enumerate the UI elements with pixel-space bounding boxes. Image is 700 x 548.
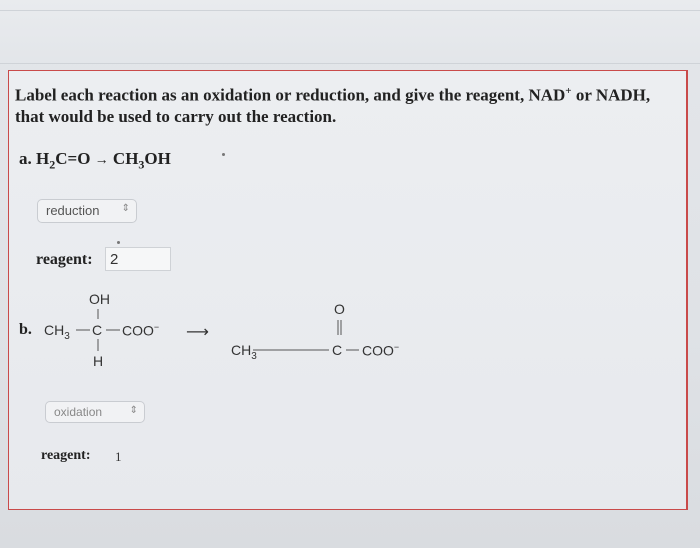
divider xyxy=(0,63,700,64)
reactant: H xyxy=(36,149,50,168)
part-b-oxidation-reduction-select[interactable] xyxy=(45,401,145,423)
part-a-reagent-input[interactable] xyxy=(105,247,171,271)
reaction-arrow: → xyxy=(94,153,109,168)
carboxylate-group xyxy=(122,322,159,339)
product-rest: OH xyxy=(144,149,171,168)
charge: − xyxy=(153,322,160,332)
question-line1-tail: or NADH, xyxy=(571,85,651,105)
part-b-label: b. xyxy=(19,321,32,338)
mark xyxy=(117,241,120,244)
part-b-reagent-label: reagent: xyxy=(41,448,91,463)
question-text xyxy=(15,81,683,127)
central-carbon: C xyxy=(92,322,103,338)
carbonyl-oxygen: O xyxy=(334,301,345,317)
superscript: + xyxy=(565,85,572,97)
up-down-chevron-icon: ⇕ xyxy=(129,405,138,416)
charge: − xyxy=(393,342,400,352)
select-value: reduction xyxy=(46,203,100,218)
reaction-arrow: ⟶ xyxy=(186,324,209,341)
mark xyxy=(222,153,225,156)
hydrogen: H xyxy=(93,353,104,369)
reactant-rest: C=O xyxy=(55,149,91,168)
carboxylate-group xyxy=(362,342,399,359)
subscript: 3 xyxy=(251,350,257,362)
question-line1: Label each reaction as an oxidation or reduction, and give the reagent, NAD xyxy=(15,85,566,105)
part-a-reagent-label: reagent: xyxy=(36,251,93,268)
up-down-chevron-icon: ⇕ xyxy=(121,203,130,214)
subscript: 3 xyxy=(138,157,145,172)
methyl-group: CH xyxy=(44,322,65,338)
coo-label: COO xyxy=(362,342,394,359)
part-a-reaction xyxy=(19,149,171,172)
hydroxyl-group: OH xyxy=(89,291,110,307)
question-line2: that would be used to carry out the reaction. xyxy=(15,106,337,126)
reagent-value: 2 xyxy=(110,251,119,268)
methyl-group: CH xyxy=(231,342,252,358)
reactant-structure xyxy=(44,322,70,342)
product: CH xyxy=(112,149,139,168)
coo-label: COO xyxy=(122,322,154,339)
part-a-oxidation-reduction-select[interactable] xyxy=(37,199,137,223)
product-structure xyxy=(231,342,257,362)
part-b-reagent-value[interactable]: 1 xyxy=(115,449,122,464)
select-value: oxidation xyxy=(54,405,103,419)
divider xyxy=(0,10,700,11)
carbonyl-carbon: C xyxy=(332,342,343,358)
subscript: 3 xyxy=(64,330,70,342)
question-panel xyxy=(8,70,688,510)
subscript: 2 xyxy=(49,157,56,172)
structure-bonds xyxy=(9,71,689,511)
part-a-label: a. xyxy=(19,149,32,168)
